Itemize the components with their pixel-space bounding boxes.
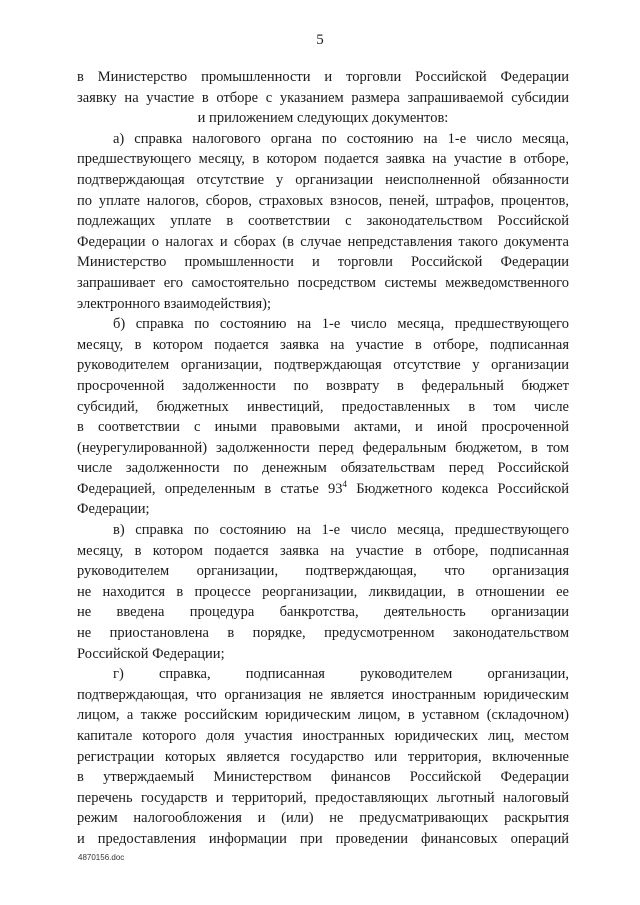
text-line: по уплате налогов, сборов, страховых взносов, пеней, штрафов, процентов,	[77, 192, 569, 209]
text-line: подтверждающая отсутствие у организации неисполненной обязанности	[77, 171, 569, 188]
superscript: 4	[342, 479, 348, 490]
text-line: в утверждаемый Министерством финансов Российской Федерации	[77, 769, 569, 786]
text-line-with-superscript	[77, 479, 569, 500]
text-line: перечень государств и территорий, предоставляющих льготный налоговый	[77, 789, 569, 806]
text-line: заявку на участие в отборе с указанием размера запрашиваемой субсидии	[77, 89, 569, 106]
text-line: руководителем организации, подтверждающая отсутствие у организации	[77, 357, 569, 374]
text-line: электронного взаимодействия);	[77, 295, 271, 312]
text-line: (неурегулированной) задолженности перед федеральным бюджетом, в том	[77, 439, 569, 456]
text-line: в соответствии с иными правовыми актами, и иной просроченной	[77, 419, 569, 436]
text-line: числе задолженности по денежным обязательствам перед Российской	[77, 460, 569, 477]
document-body	[77, 67, 569, 850]
text-line: просроченной задолженности по возврату в федеральный бюджет	[77, 377, 569, 394]
text-line: и приложением следующих документов:	[197, 110, 449, 127]
text-segment: Бюджетного кодекса Российской	[347, 480, 570, 497]
text-line: не введена процедура банкротства, деятельность организации	[77, 604, 569, 621]
document-filename: 4870156.doc	[78, 853, 125, 862]
paragraph-a-start: а) справка налогового органа по состоянию на 1-е число месяца,	[113, 130, 569, 147]
text-line: Министерство промышленности и торговли Российской Федерации	[77, 254, 569, 271]
paragraph-v-start: в) справка по состоянию на 1-е число месяца, предшествующего	[113, 522, 569, 539]
text-line: месяцу, в котором подается заявка на участие в отборе, подписанная	[77, 542, 569, 559]
text-segment: Федерацией, определенным в статье 93	[77, 480, 343, 497]
text-line: в Министерство промышленности и торговли Российской Федерации	[77, 69, 569, 85]
text-line: подтверждающая, что организация не является иностранным юридическим	[77, 686, 569, 703]
text-line: месяцу, в котором подается заявка на участие в отборе, подписанная	[77, 336, 569, 353]
text-line: не находится в процессе реорганизации, ликвидации, в отношении ее	[77, 583, 569, 600]
page-number: 5	[316, 32, 324, 48]
text-line: Федерации;	[77, 501, 150, 518]
text-line: лицом, а также российским юридическим лицом, в уставном (складочном)	[77, 707, 569, 724]
text-line: подлежащих уплате в соответствии с законодательством Российской	[77, 213, 569, 230]
paragraph-b-start: б) справка по состоянию на 1-е число месяца, предшествующего	[113, 316, 569, 333]
text-line: и предоставления информации при проведении финансовых операций	[77, 830, 569, 847]
text-line: режим налогообложения и (или) не предусматривающих раскрытия	[77, 810, 569, 827]
text-line: руководителем организации, подтверждающая, что организация	[77, 563, 569, 580]
text-line: запрашивает его самостоятельно посредством системы межведомственного	[77, 274, 569, 291]
paragraph-g-start: г) справка, подписанная руководителем организации,	[113, 666, 569, 683]
text-line: Российской Федерации;	[77, 645, 225, 662]
text-line: Федерации о налогах и сборах (в случае непредставления такого документа	[77, 233, 569, 250]
text-line: капитале которого доля участия иностранных юридических лиц, местом	[77, 728, 569, 744]
text-line: регистрации которых является государство или территория, включенные	[77, 748, 569, 765]
text-line: не приостановлена в порядке, предусмотренном законодательством	[77, 625, 569, 642]
text-line: субсидий, бюджетных инвестиций, предоставленных в том числе	[77, 398, 569, 415]
text-line: предшествующего месяцу, в котором подается заявка на участие в отборе,	[77, 151, 569, 168]
